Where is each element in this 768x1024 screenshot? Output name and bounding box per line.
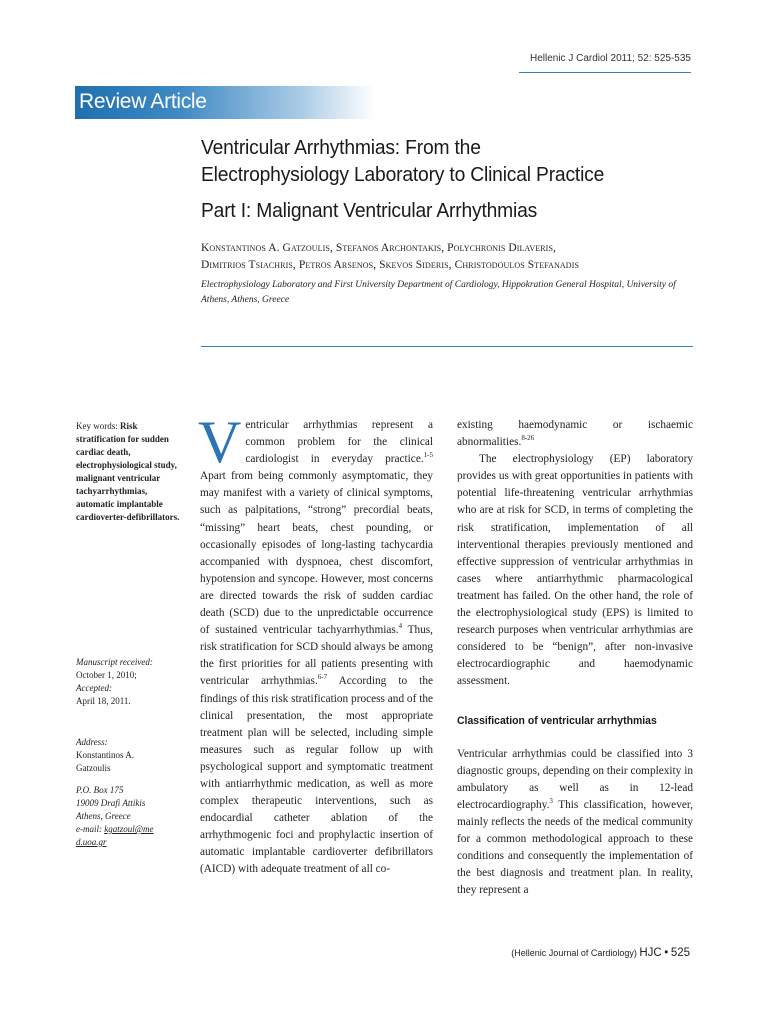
email-label: e-mail: <box>76 824 102 834</box>
keywords-text: Risk stratification for sudden cardiac death, electrophysiological study, malignant ventricular tachyarrhythmias, automatic implantable cardioverter-defibrillators. <box>76 421 180 522</box>
accepted-date: April 18, 2011. <box>76 696 131 706</box>
citation: 6-7 <box>317 673 328 682</box>
drop-cap: V <box>198 409 242 475</box>
section-heading: Classification of ventricular arrhythmias <box>457 714 657 727</box>
paragraph-4 <box>457 746 693 900</box>
received-label: Manuscript received: <box>76 657 153 667</box>
p1-text-d: According to the findings of this risk stratification process and of the clinical presentation, the most appropriate treatment plan will be selected, including simple measures such as regular follow up with psychological support and symptomatic treatment with antiarrhythmic medication, as well as more complex therapeutic interventions, such as endocardial catheter ablation of the arrhythmogenic foci and prophylactic insertion of automatic implantable cardioverter defibrillators (AICD) with adequate treatment of all co- <box>200 675 433 876</box>
footer-abbrev: HJC <box>639 947 662 959</box>
email-link[interactable]: kgatzoul@med.uoa.gr <box>76 824 154 847</box>
authors-line-2: Dimitrios Tsiachris, Petros Arsenos, Skevos Sideris, Christodoulos Stefanadis <box>201 259 580 271</box>
paragraph-1 <box>198 409 433 879</box>
page-footer <box>511 947 690 959</box>
header-rule <box>519 72 691 73</box>
p4-text-a: Ventricular arrhythmias could be classified into 3 diagnostic groups, depending on their complexity in ambulatory as well as in 12-lead electrocardiography. <box>457 747 693 811</box>
citation: 4 <box>398 622 403 631</box>
address-country: Athens, Greece <box>76 811 131 821</box>
affiliation: Electrophysiology Laboratory and First University Department of Cardiology, Hippokration General Hospital, University of Athens, Athens, Greece <box>201 280 676 305</box>
keywords-label: Key words: <box>76 421 118 431</box>
correspondence-address <box>76 736 156 849</box>
article-title-line-2: Electrophysiology Laboratory to Clinical Practice <box>201 163 605 186</box>
page-number: 525 <box>670 947 690 959</box>
title-divider <box>201 346 693 347</box>
title-block <box>201 134 701 224</box>
keywords <box>76 420 186 524</box>
citation: 1-5 <box>423 451 433 460</box>
article-type-banner <box>75 86 375 119</box>
journal-reference: Hellenic J Cardiol 2011; 52: 525-535 <box>529 53 691 64</box>
article-title-line-1: Ventricular Arrhythmias: From the <box>201 136 481 159</box>
address-label: Address: <box>76 737 108 747</box>
paragraph-2 <box>457 417 693 451</box>
p2-text: existing haemodynamic or ischaemic abnormalities. <box>457 419 693 449</box>
received-date: October 1, 2010; <box>76 670 137 680</box>
address-name: Konstantinos A. Gatzoulis <box>76 750 135 773</box>
paragraph-3: The electrophysiology (EP) laboratory provides us with great opportunities in patients with potential life-threatening ventricular arrhythmias who are at risk for SCD, in terms of completing the risk stratification, implementation of all interventional therapies previously mentioned and effective suppression of ventricular arrhythmias in cases where antiarrhythmic pharmacological treatment has failed. On the other hand, the role of the electrophysiological study (EPS) is limited to research purposes when ventricular arrhythmias are considered to be “benign”, after non-invasive electrocardiographic and haemodynamic assessment. <box>457 453 693 688</box>
body-column-1 <box>198 409 433 879</box>
address-box: P.O. Box 175 <box>76 785 124 795</box>
authors-line-1: Konstantinos A. Gatzoulis, Stefanos Archontakis, Polychronis Dilaveris, <box>201 242 556 254</box>
p1-text-c: Thus, risk stratification for SCD should always be among the first priorities for all patients presenting with ventricular arrhythmias. <box>200 624 433 688</box>
article-type-label: Review Article <box>79 90 207 113</box>
citation: 3 <box>549 797 553 806</box>
article-subtitle: Part I: Malignant Ventricular Arrhythmias <box>201 199 538 222</box>
manuscript-dates <box>76 656 186 708</box>
p4-text-b: This classification, however, mainly reflects the needs of the medical community for a common methodological approach to these conditions and consequently the implementation of the best diagnosis and treatment plan. In reality, they represent a <box>457 798 693 897</box>
accepted-label: Accepted: <box>76 683 112 693</box>
address-city: 19009 Drafi Attikis <box>76 798 146 808</box>
citation: 8-26 <box>521 434 535 443</box>
p1-text-b: Apart from being commonly asymptomatic, they may manifest with a variety of clinical symptoms, such as palpitations, “strong” precordial beats, “missing” heart beats, chest pounding, or occasionally episodes of long-lasting tachycardia accompanied with dyspnoea, chest discomfort, hypotension and syncope. However, most concerns are directed towards the risk of sudden cardiac death (SCD) due to the unpredictable occurrence of sustained ventricular tachyarrhythmias. <box>200 470 433 637</box>
p1-text-a: entricular arrhythmias represent a common problem for the clinical cardiologist in everyday practice. <box>245 419 433 466</box>
body-column-2 <box>457 417 693 899</box>
author-list <box>201 240 701 274</box>
footer-bullet: • <box>664 947 669 959</box>
footer-journal-name: (Hellenic Journal of Cardiology) <box>511 948 637 958</box>
email-line <box>76 823 156 849</box>
